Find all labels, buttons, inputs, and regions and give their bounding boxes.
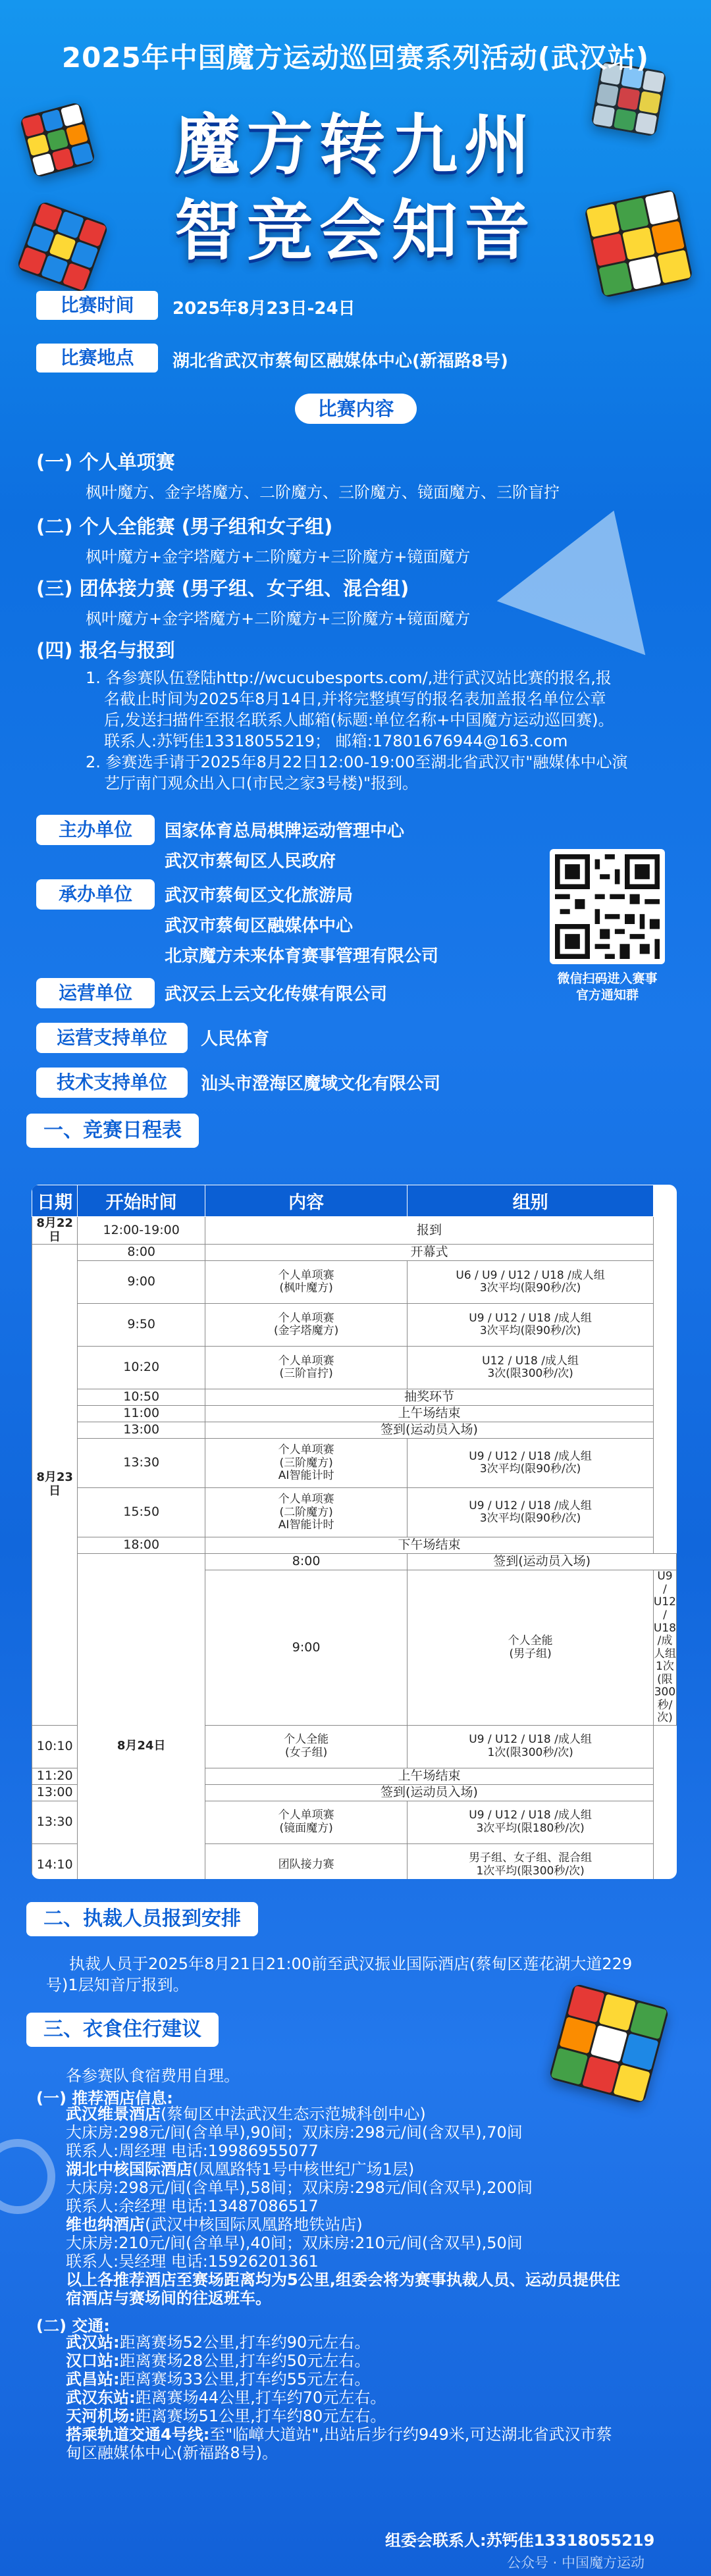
group-cell	[408, 1843, 654, 1879]
event-1-heading: (一) 个人单项赛	[36, 451, 175, 473]
qr-caption	[527, 971, 688, 1004]
group-line: U9 / U12 / U18 /成人组	[469, 1449, 592, 1463]
organizer-contact: 组委会联系人:苏钙佳13318055219	[385, 2531, 655, 2550]
col-group: 组别	[408, 1185, 654, 1217]
time-cell: 15:50	[78, 1488, 205, 1537]
time-cell: 11:20	[32, 1768, 78, 1784]
cube-decoration-lower-right	[548, 1983, 670, 2104]
group-line: 3次平均(限90秒/次)	[479, 1512, 581, 1526]
main-title-line2: 智竞会知音	[174, 192, 537, 269]
content-cell: 下午场结束	[205, 1537, 654, 1554]
transport-name: 天河机场:	[66, 2407, 136, 2425]
hotel-contact: 联系人:余经理 电话:13487086517	[66, 2197, 319, 2215]
host-label: 主办单位	[36, 815, 155, 845]
group-line: U9 / U12 / U18 /成人组	[653, 1570, 676, 1661]
transport-name: 武汉站:	[66, 2333, 120, 2352]
table-row	[32, 1439, 677, 1488]
hotel-address: (蔡甸区中法武汉生态示范城科创中心)	[161, 2105, 426, 2123]
hotel-contact: 联系人:吴经理 电话:15926201361	[66, 2252, 319, 2271]
registration-text	[86, 667, 627, 794]
living-section-tag: 三、衣食住行建议	[26, 2013, 219, 2047]
undertake-unit-3: 北京魔方未来体育赛事管理有限公司	[165, 946, 439, 966]
content-cell	[205, 1347, 408, 1389]
group-line: 3次平均(限90秒/次)	[479, 1281, 581, 1295]
tech-unit: 汕头市澄海区魔域文化有限公司	[201, 1074, 441, 1094]
content-line: 个人单项赛	[278, 1311, 334, 1325]
content-cell: 签到(运动员入场)	[408, 1554, 677, 1570]
pyramid-cube-decoration	[497, 484, 689, 656]
content-cell: 抽奖环节	[205, 1389, 654, 1406]
operate-label: 运营单位	[36, 978, 155, 1008]
time-cell: 13:00	[32, 1784, 78, 1801]
time-cell: 12:00-19:00	[78, 1217, 205, 1245]
col-date: 日期	[32, 1185, 78, 1217]
time-cell: 13:30	[32, 1801, 78, 1843]
hotel-note: 以上各推荐酒店至赛场距离均为5公里,组委会将为赛事执裁人员、运动员提供住	[66, 2271, 620, 2289]
page-top-title: 2025年中国魔方运动巡回赛系列活动(武汉站)	[61, 41, 650, 74]
time-cell: 10:50	[78, 1389, 205, 1406]
time-cell: 10:10	[32, 1725, 78, 1768]
date-cell: 8月24日	[78, 1554, 205, 1879]
undertake-unit-1: 武汉市蔡甸区文化旅游局	[165, 886, 354, 906]
transport-item	[66, 2407, 612, 2425]
table-row	[32, 1406, 677, 1422]
col-content: 内容	[205, 1185, 408, 1217]
hotel-note: 宿酒店与赛场间的往返班车。	[66, 2289, 271, 2307]
group-line: 男子组、女子组、混合组	[469, 1851, 592, 1865]
event-2-detail: 枫叶魔方+金字塔魔方+二阶魔方+三阶魔方+镜面魔方	[86, 548, 471, 566]
registration-line: 1. 各参赛队伍登陆http://wcucubesports.com/,进行武汉站比赛的报名,报	[86, 669, 612, 687]
group-line: U6 / U9 / U12 / U18 /成人组	[456, 1268, 605, 1282]
transport-item	[66, 2425, 612, 2444]
transport-heading: (二) 交通:	[36, 2317, 110, 2335]
support-unit: 人民体育	[201, 1029, 270, 1049]
registration-line: 名截止时间为2025年8月14日,并将完整填写的报名表加盖报名单位公章	[104, 690, 606, 708]
time-value: 2025年8月23日-24日	[172, 299, 356, 319]
event-2-heading: (二) 个人全能赛 (男子组和女子组)	[36, 515, 333, 538]
content-cell: 团队接力赛	[205, 1843, 408, 1879]
hotel-rooms: 大床房:298元/间(含单早),58间；双床房:298元/间(含双早),200间	[66, 2178, 533, 2197]
transport-text: 距离赛场51公里,打车约80元左右。	[135, 2407, 386, 2425]
content-line: (镜面魔方)	[279, 1821, 333, 1835]
time-cell: 8:00	[78, 1245, 205, 1261]
living-intro: 各参赛队食宿费用自理。	[66, 2067, 240, 2085]
content-cell	[408, 1570, 654, 1726]
group-cell	[408, 1488, 654, 1537]
content-line: (金字塔魔方)	[273, 1324, 339, 1338]
content-cell: 上午场结束	[205, 1768, 654, 1784]
ring-decoration	[0, 2139, 55, 2214]
table-row	[32, 1554, 677, 1570]
table-row	[32, 1245, 677, 1261]
hotel-list	[66, 2105, 620, 2307]
content-cell	[205, 1304, 408, 1347]
schedule-section-tag: 一、竞赛日程表	[26, 1114, 199, 1148]
col-start-time: 开始时间	[78, 1185, 205, 1217]
table-row	[32, 1537, 677, 1554]
content-cell	[205, 1725, 408, 1768]
content-line: (二阶魔方)	[279, 1505, 333, 1519]
registration-line: 后,发送扫描件至报名联系人邮箱(标题:单位名称+中国魔方运动巡回赛)。	[104, 711, 614, 729]
table-row	[32, 1217, 677, 1245]
registration-line: 艺厅南门观众出入口(市民之家3号楼)"报到。	[104, 774, 419, 792]
transport-item	[66, 2333, 612, 2352]
transport-text-cont: 甸区融媒体中心(新福路8号)。	[66, 2444, 278, 2462]
group-line: U9 / U12 / U18 /成人组	[469, 1809, 592, 1822]
transport-name: 武昌站:	[66, 2370, 120, 2388]
content-cell	[205, 1801, 408, 1843]
qr-caption-line-2: 官方通知群	[575, 988, 639, 1002]
watermark: 公众号 · 中国魔方运动	[507, 2555, 645, 2571]
time-cell: 10:20	[78, 1347, 205, 1389]
registration-line: 联系人:苏钙佳13318055219； 邮箱:17801676944@163.com	[104, 732, 568, 750]
table-row	[32, 1422, 677, 1439]
group-line: U9 / U12 / U18 /成人组	[469, 1733, 592, 1747]
event-1-detail: 枫叶魔方、金字塔魔方、二阶魔方、三阶魔方、镜面魔方、三阶盲拧	[86, 483, 560, 502]
operate-unit: 武汉云上云文化传媒有限公司	[165, 985, 388, 1004]
hotel-2	[66, 2160, 620, 2178]
table-row	[32, 1304, 677, 1347]
content-cell	[205, 1488, 408, 1537]
hotel-name: 武汉维景酒店	[66, 2105, 161, 2123]
group-line: 1次(限300秒/次)	[654, 1660, 676, 1725]
group-cell	[653, 1570, 676, 1726]
time-cell: 13:30	[78, 1439, 205, 1488]
support-label: 运营支持单位	[36, 1023, 188, 1053]
host-unit-2: 武汉市蔡甸区人民政府	[165, 852, 336, 871]
time-cell: 14:10	[32, 1843, 78, 1879]
content-line: 个人单项赛	[278, 1493, 334, 1507]
qr-caption-line-1: 微信扫码进入赛事	[557, 971, 658, 986]
group-cell	[408, 1261, 654, 1304]
group-line: 3次平均(限90秒/次)	[479, 1462, 581, 1476]
time-cell: 8:00	[205, 1554, 408, 1570]
date-cell: 8月23日	[32, 1245, 78, 1726]
content-line: 个人全能	[508, 1634, 553, 1648]
venue-value: 湖北省武汉市蔡甸区融媒体中心(新福路8号)	[172, 351, 508, 371]
staff-text	[46, 1953, 632, 1996]
group-cell	[408, 1304, 654, 1347]
time-cell: 11:00	[78, 1406, 205, 1422]
hotel-3	[66, 2215, 620, 2234]
content-cell: 开幕式	[205, 1245, 654, 1261]
registration-line: 2. 参赛选手请于2025年8月22日12:00-19:00至湖北省武汉市"融媒体中心演	[86, 753, 628, 771]
schedule-header-row	[32, 1185, 677, 1217]
content-cell	[205, 1261, 408, 1304]
table-row	[32, 1261, 677, 1304]
content-title: 比赛内容	[295, 394, 417, 424]
group-line: 3次(限300秒/次)	[487, 1367, 573, 1381]
staff-line: 号)1层知音厅报到。	[46, 1976, 189, 1994]
group-line: 3次平均(限90秒/次)	[479, 1324, 581, 1338]
transport-list	[66, 2333, 612, 2462]
time-cell: 18:00	[78, 1537, 205, 1554]
hotel-name: 维也纳酒店	[66, 2215, 145, 2234]
event-3-detail: 枫叶魔方+金字塔魔方+二阶魔方+三阶魔方+镜面魔方	[86, 609, 471, 628]
group-cell	[408, 1439, 654, 1488]
content-line: (三阶魔方)	[279, 1456, 333, 1470]
main-title-line1: 魔方转九州	[174, 107, 537, 184]
hotel-name: 湖北中核国际酒店	[66, 2160, 192, 2178]
host-unit-1: 国家体育总局棋牌运动管理中心	[165, 821, 405, 841]
hotel-rooms: 大床房:210元/间(含单早),40间；双床房:210元/间(含双早),50间	[66, 2234, 523, 2252]
content-line: (男子组)	[509, 1647, 552, 1661]
content-line: (女子组)	[284, 1745, 328, 1759]
content-cell	[205, 1439, 408, 1488]
content-line: 个人单项赛	[278, 1809, 334, 1822]
hotel-address: (凤凰路特1号中核世纪广场1层)	[192, 2160, 415, 2178]
group-line: U9 / U12 / U18 /成人组	[469, 1499, 592, 1512]
undertake-label: 承办单位	[36, 879, 155, 910]
group-line: U12 / U18 /成人组	[482, 1354, 579, 1368]
hotel-contact: 联系人:周经理 电话:19986955077	[66, 2142, 319, 2160]
table-row	[32, 1389, 677, 1406]
date-cell: 8月22日	[32, 1217, 78, 1245]
staff-section-tag: 二、执裁人员报到安排	[26, 1902, 258, 1936]
time-cell: 9:50	[78, 1304, 205, 1347]
transport-name: 汉口站:	[66, 2352, 120, 2370]
group-cell	[408, 1347, 654, 1389]
transport-text: 距离赛场44公里,打车约70元左右。	[135, 2388, 386, 2407]
content-cell: 报到	[205, 1217, 654, 1245]
time-label: 比赛时间	[36, 291, 158, 320]
transport-item	[66, 2370, 612, 2388]
tech-label: 技术支持单位	[36, 1068, 188, 1098]
table-row	[32, 1347, 677, 1389]
time-cell: 9:00	[78, 1261, 205, 1304]
qr-code-icon	[555, 854, 660, 959]
transport-item	[66, 2352, 612, 2370]
content-cell: 签到(运动员入场)	[205, 1422, 654, 1439]
content-line: AI智能计时	[278, 1518, 334, 1532]
group-line: 1次(限300秒/次)	[487, 1745, 573, 1759]
time-cell: 13:00	[78, 1422, 205, 1439]
transport-name: 武汉东站:	[66, 2388, 136, 2407]
venue-label: 比赛地点	[36, 344, 158, 373]
content-line: 个人单项赛	[278, 1354, 334, 1368]
transport-text: 至"临嶂大道站",出站后步行约949米,可达湖北省武汉市蔡	[209, 2425, 612, 2444]
group-cell	[408, 1801, 654, 1843]
content-line: (枫叶魔方)	[279, 1281, 333, 1295]
hotel-rooms: 大床房:298元/间(含单早),90间；双床房:298元/间(含双早),70间	[66, 2123, 523, 2142]
table-row	[32, 1488, 677, 1537]
content-cell: 签到(运动员入场)	[205, 1784, 654, 1801]
content-cell: 上午场结束	[205, 1406, 654, 1422]
content-line: AI智能计时	[278, 1469, 334, 1483]
undertake-unit-2: 武汉市蔡甸区融媒体中心	[165, 916, 354, 936]
group-line: U9 / U12 / U18 /成人组	[469, 1311, 592, 1325]
staff-line: 执裁人员于2025年8月21日21:00前至武汉振业国际酒店(蔡甸区莲花湖大道229	[69, 1955, 633, 1973]
content-line: 个人单项赛	[278, 1443, 334, 1457]
content-line: 个人全能	[284, 1733, 329, 1747]
group-cell	[408, 1725, 654, 1768]
hotel-address: (武汉中核国际凤凰路地铁站店)	[145, 2215, 363, 2234]
transport-text: 距离赛场28公里,打车约50元左右。	[119, 2352, 371, 2370]
transport-item	[66, 2388, 612, 2407]
schedule-table	[32, 1185, 677, 1879]
content-line: 个人单项赛	[278, 1268, 334, 1282]
transport-name: 搭乘轨道交通4号线:	[66, 2425, 210, 2444]
time-cell: 9:00	[205, 1570, 408, 1726]
event-3-heading: (三) 团体接力赛 (男子组、女子组、混合组)	[36, 577, 409, 600]
transport-text: 距离赛场33公里,打车约55元左右。	[119, 2370, 371, 2388]
group-line: 3次平均(限180秒/次)	[476, 1821, 585, 1835]
hotel-1	[66, 2105, 620, 2123]
event-4-heading: (四) 报名与报到	[36, 639, 175, 661]
qr-code[interactable]	[550, 849, 665, 964]
transport-text: 距离赛场52公里,打车约90元左右。	[119, 2333, 371, 2352]
hotel-heading: (一) 推荐酒店信息:	[36, 2089, 173, 2107]
content-line: (三阶盲拧)	[279, 1367, 333, 1381]
group-line: 1次平均(限300秒/次)	[476, 1864, 585, 1878]
